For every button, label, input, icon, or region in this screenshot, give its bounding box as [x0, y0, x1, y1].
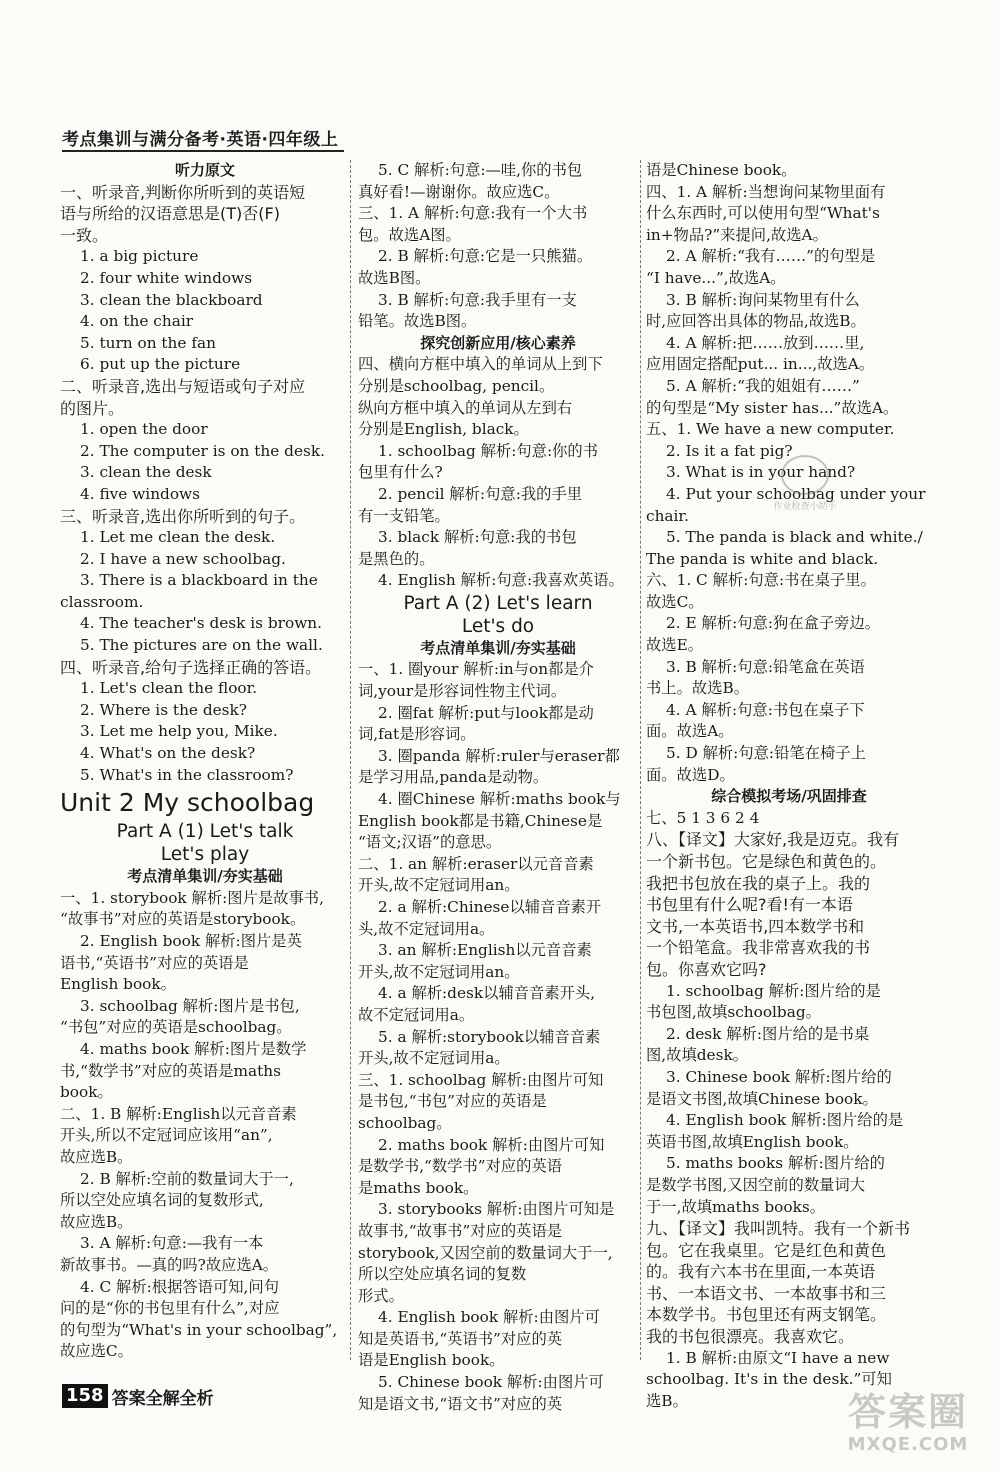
text-line: 2. English book 解析:图片是英: [80, 932, 302, 950]
text-line: “书包”对应的英语是schoolbag。: [60, 1018, 292, 1037]
text-line: 4. on the chair: [80, 312, 194, 331]
text-line: “故事书”对应的英语是storybook。: [60, 910, 306, 929]
text-line: chair.: [646, 506, 689, 525]
text-line: 铅笔。故选B图。: [358, 312, 477, 331]
text-line: 1. a big picture: [80, 247, 199, 266]
text-line: 4. English book 解析:图片给的是: [666, 1111, 904, 1130]
text-line: 4. A 解析:把……放到……里,: [666, 333, 865, 352]
text-line: 考点清单集训/夯实基础: [420, 638, 576, 657]
text-line: 于一,故填maths books。: [646, 1197, 826, 1216]
text-line: 新故事书。—真的吗?故应选A。: [60, 1255, 279, 1274]
text-line: 2. I have a new schoolbag.: [80, 549, 286, 568]
text-line: 的。我有六本书在里面,一本英语: [646, 1262, 876, 1282]
text-line: 书包里有什么呢?看!有一本语: [646, 895, 853, 915]
text-line: 考点清单集训/夯实基础: [127, 867, 283, 886]
text-line: book。: [60, 1083, 113, 1102]
text-line: 语是Chinese book。: [646, 161, 797, 179]
text-line: schoolbag. It's in the desk.”可知: [646, 1370, 892, 1389]
text-line: 开头,故不定冠词用an。: [358, 876, 520, 895]
text-line: 二、1. B 解析:English以元音音素: [60, 1104, 297, 1123]
text-line: 故选B图。: [358, 268, 431, 287]
text-line: 2. 圈fat 解析:put与look都是动: [378, 703, 594, 722]
text-line: 3. Chinese book 解析:图片给的: [666, 1067, 892, 1086]
text-line: 探究创新应用/核心素养: [420, 333, 576, 352]
text-line: 3. an 解析:English以元音音素: [378, 941, 592, 960]
text-line: 3. B 解析:询问某物里有什么: [666, 290, 860, 309]
text-line: 分别是schoolbag, pencil。: [358, 376, 555, 395]
text-line: 故应选B。: [60, 1212, 133, 1231]
column-divider: [640, 160, 641, 1360]
text-line: 开头,所以不定冠词应该用“an”,: [60, 1126, 273, 1145]
text-line: 4. English book 解析:由图片可: [378, 1308, 600, 1327]
text-line: 的句型是“My sister has...”故选A。: [646, 398, 899, 417]
corner-logo-watermark: [838, 1390, 978, 1465]
text-line: 四、听录音,给句子选择正确的答语。: [60, 657, 322, 677]
text-line: 面。故选D。: [646, 765, 735, 784]
text-line: 时,应回答出具体的物品,故选B。: [646, 312, 866, 331]
text-line: 一个铅笔盒。我非常喜欢我的书: [646, 938, 871, 958]
text-line: 2. desk 解析:图片给的是书桌: [666, 1024, 870, 1043]
text-line: 四、1. A 解析:当想询问某物里面有: [646, 182, 886, 201]
text-line: 知是语文书,“语文书”对应的英: [358, 1394, 563, 1413]
text-line: 3. 圈panda 解析:ruler与eraser都: [378, 746, 620, 765]
text-line: 是数学书图,又因空前的数量词大: [646, 1175, 866, 1194]
text-line: 3. Let me help you, Mike.: [80, 722, 278, 741]
text-line: 开头,故不定冠词用an。: [358, 962, 520, 981]
text-line: 选B。: [646, 1391, 688, 1410]
text-line: 包。你喜欢它吗?: [646, 959, 767, 979]
text-line: “语文;汉语”的意思。: [358, 833, 502, 852]
text-line: “I have...”,故选A。: [646, 268, 786, 287]
text-line: 5. The panda is black and white./: [666, 528, 923, 547]
text-line: 一、听录音,判断你所听到的英语短: [60, 182, 306, 202]
text-line: 本数学书。书包里还有两支钢笔。: [646, 1305, 887, 1325]
text-line: 3. B 解析:句意:铅笔盒在英语: [666, 657, 865, 676]
text-line: 图,故填desk。: [646, 1046, 749, 1065]
text-line: 故选C。: [646, 592, 704, 611]
text-line: 书包图,故填schoolbag。: [646, 1003, 821, 1022]
text-line: 词,fat是形容词。: [358, 725, 476, 744]
text-line: 1. Let me clean the desk.: [80, 528, 276, 547]
text-line: 综合模拟考场/巩固排查: [711, 787, 867, 806]
header-rule: [62, 150, 344, 152]
text-line: 4. English 解析:句意:我喜欢英语。: [378, 571, 624, 590]
text-line: 5. C 解析:句意:—哇,你的书包: [378, 161, 583, 179]
text-line: in+物品?”来提问,故选A。: [646, 225, 828, 244]
text-line: English book。: [60, 975, 176, 994]
text-line: 1. schoolbag 解析:句意:你的书: [378, 441, 598, 460]
page-number: 158: [62, 1384, 108, 1408]
text-line: 1. B 解析:由原文“I have a new: [666, 1348, 890, 1367]
corner-logo-text: 答案圈: [847, 1390, 968, 1434]
text-line: 的句型为“What's in your schoolbag”,: [60, 1320, 338, 1339]
text-line: 4. C 解析:根据答语可知,问句: [80, 1277, 280, 1296]
text-line: 3. What is in your hand?: [666, 463, 856, 482]
text-line: 七、5 1 3 6 2 4: [646, 808, 760, 827]
text-line: 分别是English, black。: [358, 420, 529, 439]
text-line: 1. open the door: [80, 420, 208, 439]
text-line: 5. The pictures are on the wall.: [80, 636, 323, 655]
text-line: 2. pencil 解析:句意:我的手里: [378, 484, 583, 503]
text-line: 4. A 解析:句意:书包在桌子下: [666, 700, 865, 719]
text-line: 3. There is a blackboard in the: [80, 571, 318, 590]
text-line: 三、1. schoolbag 解析:由图片可知: [358, 1070, 604, 1089]
text-line: 5. turn on the fan: [80, 333, 216, 352]
text-line: 一、1. 圈your 解析:in与on都是介: [358, 660, 594, 679]
text-line: 6. put up the picture: [80, 355, 241, 374]
text-line: 5. A 解析:“我的姐姐有……”: [666, 376, 860, 395]
text-line: The panda is white and black.: [646, 549, 879, 568]
text-line: 故应选B。: [60, 1147, 133, 1166]
stamp-watermark: [750, 438, 860, 528]
column-divider: [350, 160, 351, 1360]
text-line: 一个新书包。它是绿色和黄色的。: [646, 852, 887, 871]
text-line: 4. 圈Chinese 解析:maths book与: [378, 790, 621, 809]
stamp-text: 作业检查小助手: [773, 501, 837, 512]
text-line: 包。故选A图。: [358, 225, 461, 244]
text-line: 听力原文: [174, 161, 235, 179]
text-line: schoolbag。: [358, 1113, 452, 1132]
text-line: 3. clean the blackboard: [80, 290, 263, 309]
text-line: 2. a 解析:Chinese以辅音音素开: [378, 898, 602, 916]
text-line: 2. Where is the desk?: [80, 700, 247, 719]
text-line: 是学习用品,panda是动物。: [358, 768, 549, 787]
stamp-circle-icon: [781, 455, 829, 495]
text-line: 语与所给的汉语意思是(T)否(F): [60, 204, 280, 224]
text-line: 是黑色的。: [358, 549, 435, 568]
text-line: 2. The computer is on the desk.: [80, 441, 325, 460]
text-line: 六、1. C 解析:句意:书在桌子里。: [646, 571, 876, 590]
text-line: 2. E 解析:句意:狗在盒子旁边。: [666, 614, 881, 633]
text-line: 三、1. A 解析:句意:我有一个大书: [358, 204, 588, 223]
text-line: 1. Let's clean the floor.: [80, 679, 258, 698]
text-line: 知是英语书,“英语书”对应的英: [358, 1329, 563, 1348]
text-line: 是语文书图,故填Chinese book。: [646, 1089, 878, 1108]
text-line: 是书包,“书包”对应的英语是: [358, 1092, 547, 1111]
text-line: 二、听录音,选出与短语或句子对应: [60, 376, 306, 396]
text-line: 语是English book。: [358, 1351, 505, 1370]
page-footer: [62, 1383, 214, 1409]
answer-column-2: [358, 160, 638, 1415]
text-line: 2. A 解析:“我有……”的句型是: [666, 247, 876, 266]
text-line: 5. What's in the classroom?: [80, 765, 294, 784]
text-line: 5. maths books 解析:图片给的: [666, 1154, 885, 1173]
text-line: 包里有什么?: [358, 463, 443, 482]
text-line: Let's do: [461, 615, 535, 637]
text-line: 二、1. an 解析:eraser以元音音素: [358, 854, 594, 873]
text-line: 3. schoolbag 解析:图片是书包,: [80, 996, 300, 1015]
text-line: 故选E。: [646, 636, 704, 655]
text-line: 纵向方框中填入的单词从左到右: [358, 398, 573, 417]
text-line: 问的是“你的书包里有什么”,对应: [60, 1299, 280, 1318]
text-line: classroom.: [60, 592, 144, 611]
text-line: storybook,又因空前的数量词大于一,: [358, 1243, 613, 1262]
text-line: 包。它在我桌里。它是红色和黄色: [646, 1240, 887, 1260]
text-line: 所以空处应填名词的复数形式,: [60, 1191, 264, 1210]
text-line: 五、1. We have a new computer.: [646, 420, 895, 439]
text-line: 2. B 解析:空前的数量词大于一,: [80, 1169, 294, 1188]
text-line: 故应选C。: [60, 1342, 133, 1361]
text-line: Part A (2) Let's learn: [403, 592, 593, 614]
text-line: 开头,故不定冠词用a。: [358, 1049, 510, 1068]
text-line: 1. schoolbag 解析:图片给的是: [666, 981, 881, 1000]
answer-column-1: [60, 160, 350, 1363]
text-line: 四、横向方框中填入的单词从上到下: [358, 355, 603, 374]
text-line: 5. a 解析:storybook以辅音音素: [378, 1027, 601, 1046]
text-line: 3. clean the desk: [80, 463, 212, 482]
text-line: Unit 2 My schoolbag: [60, 788, 315, 818]
text-line: 书、一本语文书、一本故事书和三: [646, 1283, 887, 1303]
text-line: 一致。: [60, 225, 109, 245]
text-line: 所以空处应填名词的复数: [358, 1265, 527, 1284]
running-header: 考点集训与满分备考·英语·四年级上: [62, 130, 339, 150]
text-line: English book都是书籍,Chinese是: [358, 811, 603, 830]
text-line: 语书,“英语书”对应的英语是: [60, 953, 249, 972]
text-line: 的图片。: [60, 398, 125, 418]
text-line: 4. Put your schoolbag under your: [666, 484, 926, 503]
text-line: 形式。: [358, 1286, 404, 1305]
corner-logo-url: MXQE.COM: [847, 1434, 969, 1455]
text-line: 3. A 解析:句意:—我有一本: [80, 1234, 264, 1253]
text-line: 书,“数学书”对应的英语是maths: [60, 1061, 281, 1080]
text-line: 真好看!—谢谢你。故应选C。: [358, 182, 560, 201]
text-line: 故不定冠词用a。: [358, 1005, 475, 1024]
text-line: 5. Chinese book 解析:由图片可: [378, 1373, 604, 1392]
text-line: Part A (1) Let's talk: [116, 821, 294, 843]
text-line: 3. B 解析:句意:我手里有一支: [378, 290, 577, 309]
text-line: 2. Is it a fat pig?: [666, 441, 793, 460]
text-line: 2. maths book 解析:由图片可知: [378, 1135, 605, 1154]
text-line: 应用固定搭配put... in...,故选A。: [646, 355, 875, 374]
text-line: 4. What's on the desk?: [80, 744, 256, 763]
text-line: 一、1. storybook 解析:图片是故事书,: [60, 888, 324, 907]
text-line: 有一支铅笔。: [358, 506, 450, 525]
text-line: 3. storybooks 解析:由图片可知是: [378, 1200, 615, 1219]
text-line: 是数学书,“数学书”对应的英语: [358, 1157, 563, 1176]
text-line: 九、【译文】我叫凯特。我有一个新书: [646, 1219, 911, 1239]
text-line: 面。故选A。: [646, 722, 734, 741]
text-line: 4. five windows: [80, 484, 200, 503]
text-line: 三、听录音,选出你所听到的句子。: [60, 506, 306, 526]
text-line: 4. The teacher's desk is brown.: [80, 614, 323, 633]
text-line: 词,your是形容词性物主代词。: [358, 682, 567, 701]
text-line: 书上。故选B。: [646, 679, 750, 698]
text-line: 文书,一本英语书,四本数学书和: [646, 916, 865, 936]
text-line: Let's play: [160, 844, 250, 866]
text-line: 2. B 解析:句意:它是一只熊猫。: [378, 247, 593, 266]
text-line: 八、【译文】大家好,我是迈克。我有: [646, 830, 900, 850]
text-line: 2. four white windows: [80, 268, 253, 287]
footer-label: 答案全解全析: [111, 1388, 214, 1409]
text-line: 什么东西时,可以使用句型“What's: [646, 204, 880, 223]
text-line: 3. black 解析:句意:我的书包: [378, 528, 577, 547]
text-line: 4. a 解析:desk以辅音音素开头,: [378, 984, 596, 1003]
text-line: 是maths book。: [358, 1178, 479, 1197]
text-line: 5. D 解析:句意:铅笔在椅子上: [666, 744, 866, 763]
answer-column-3: [646, 160, 932, 1412]
text-line: 我把书包放在我的桌子上。我的: [646, 873, 871, 893]
text-line: 故事书,“故事书”对应的英语是: [358, 1221, 563, 1240]
text-line: 英语书图,故填English book。: [646, 1132, 859, 1151]
text-line: 4. maths book 解析:图片是数学: [80, 1039, 307, 1058]
text-line: 我的书包很漂亮。我喜欢它。: [646, 1327, 855, 1347]
text-line: 头,故不定冠词用a。: [358, 919, 495, 938]
